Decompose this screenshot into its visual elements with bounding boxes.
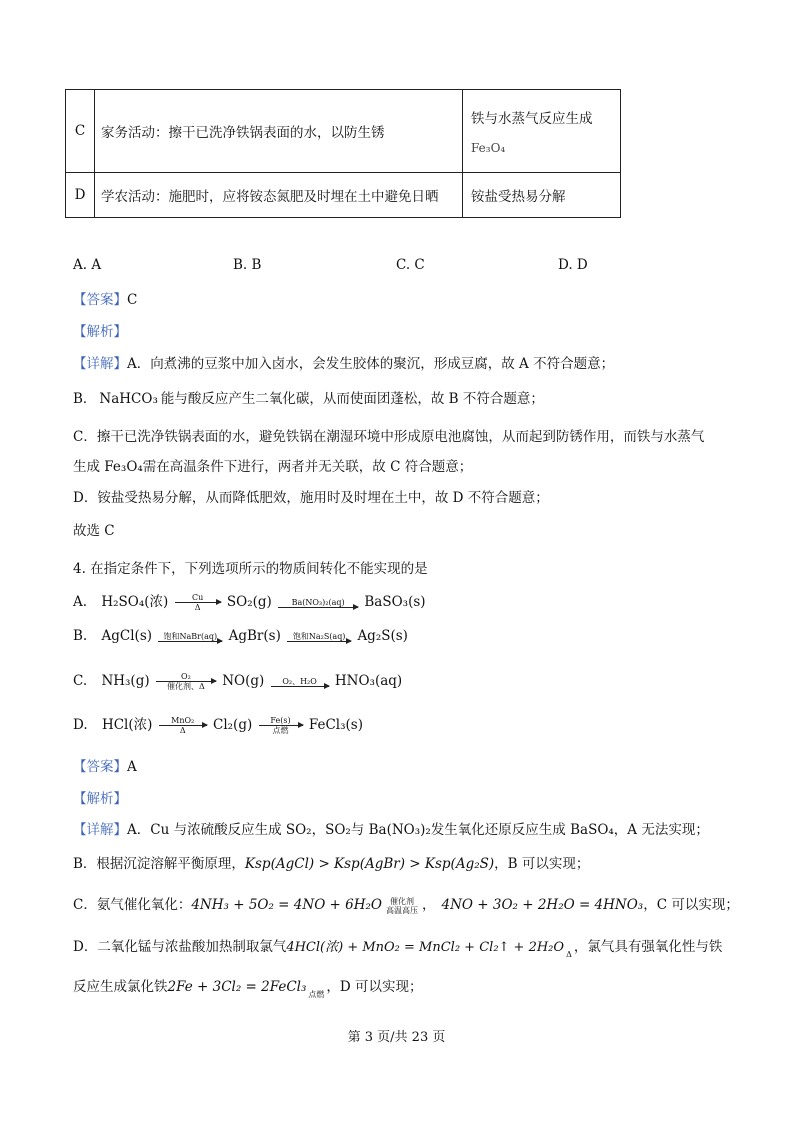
condition: MnO₂ bbox=[171, 716, 195, 725]
detail-c: C．氨气催化氧化：4NH₃ + 5O₂ = 4NO + 6H₂O 催化剂 高温高压 ， 4NO + 3O₂ + 2H₂O = 4HNO₃，C 可以实现； bbox=[73, 896, 739, 915]
reaction-arrow bbox=[175, 593, 221, 612]
option-label: D. bbox=[73, 717, 88, 733]
row-label: C bbox=[66, 90, 95, 173]
analysis-tag: 【解析】 bbox=[73, 324, 127, 340]
detail-c2: 生成 Fe₃O₄需在高温条件下进行，两者并无关联，故 C 符合题意； bbox=[73, 459, 473, 475]
reaction-condition bbox=[386, 897, 418, 915]
analysis-tag: 【解析】 bbox=[73, 791, 127, 807]
condition: Ba(NO₃)₂(aq) bbox=[291, 597, 345, 607]
row-reason: 铵盐受热易分解 bbox=[463, 173, 621, 218]
question-stem: 4. 在指定条件下，下列选项所示的物质间转化不能实现的是 bbox=[73, 561, 428, 577]
product: BaSO₃(s) bbox=[364, 594, 426, 610]
reaction-arrow bbox=[259, 716, 303, 735]
condition: O₂ bbox=[181, 672, 191, 681]
reaction-arrow bbox=[271, 677, 329, 687]
detail-d1 bbox=[73, 935, 722, 959]
detail-d2 bbox=[73, 975, 423, 1000]
detail-prefix: C．氨气催化氧化： bbox=[73, 897, 192, 913]
reactant: H₂SO₄(浓) bbox=[101, 594, 169, 610]
table-row bbox=[66, 173, 621, 218]
choice-b: B. B bbox=[233, 257, 262, 273]
reaction-arrow bbox=[287, 632, 351, 642]
row-reason bbox=[463, 90, 621, 173]
option-c bbox=[73, 672, 402, 691]
row-activity: 学农活动：施肥时，应将铵态氮肥及时埋在土中避免日晒 bbox=[95, 173, 463, 218]
reason-formula: Fe₃O₄ bbox=[471, 141, 506, 155]
condition: 饱和Na₂S(aq) bbox=[292, 631, 346, 641]
reaction-arrow bbox=[158, 632, 222, 642]
reason-line: 铁与水蒸气反应生成 bbox=[471, 111, 593, 127]
formula: NaHCO₃ bbox=[99, 391, 158, 407]
detail-a bbox=[73, 352, 614, 372]
detail-b bbox=[73, 852, 589, 872]
page-footer: 第 3 页/共 23 页 bbox=[347, 1030, 446, 1045]
detail-text: ，C 可以实现； bbox=[643, 897, 739, 913]
detail-c1: C．擦干已洗净铁锅表面的水，避免铁锅在潮湿环境中形成原电池腐蚀，从而起到防锈作用，而铁与水蒸气 bbox=[73, 429, 705, 445]
reaction-arrow bbox=[278, 598, 358, 608]
choice-a: A. A bbox=[73, 257, 102, 273]
table-row bbox=[66, 90, 621, 173]
product: FeCl₃(s) bbox=[308, 717, 363, 733]
detail-text: A．Cu 与浓硫酸反应生成 SO₂，SO₂与 Ba(NO₃)₂发生氧化还原反应生成 BaSO₄，A 无法实现； bbox=[127, 822, 709, 838]
reaction-arrow bbox=[159, 716, 207, 735]
equation: 4NH₃ + 5O₂ = 4NO + 6H₂O bbox=[191, 897, 382, 913]
option-label: A. bbox=[73, 594, 88, 610]
detail-tag: 【详解】 bbox=[73, 356, 127, 372]
condition-bottom: 高温高压 bbox=[386, 905, 418, 915]
detail-prefix: 反应生成氯化铁 bbox=[73, 979, 168, 995]
condition: 点燃 bbox=[272, 726, 289, 735]
choice-d: D. D bbox=[558, 257, 588, 273]
condition: 饱和NaBr(aq) bbox=[163, 631, 218, 641]
detail-prefix: B． bbox=[73, 391, 97, 407]
condition: 点燃 bbox=[308, 990, 325, 999]
options-table bbox=[65, 89, 621, 218]
reaction-arrow bbox=[156, 672, 216, 691]
formula: Ksp(AgCl) > Ksp(AgBr) > Ksp(Ag₂S) bbox=[244, 856, 495, 872]
answer-tag: 【答案】 bbox=[73, 292, 127, 308]
answer-value: A bbox=[127, 759, 137, 775]
answer-tag: 【答案】 bbox=[73, 759, 127, 775]
intermediate: NO(g) bbox=[222, 673, 265, 689]
answer-line bbox=[73, 755, 137, 775]
answer-value: C bbox=[127, 292, 138, 308]
condition: 催化剂、Δ bbox=[167, 682, 205, 691]
condition: Fe(s) bbox=[270, 716, 291, 725]
detail-a bbox=[73, 818, 709, 838]
row-label: D bbox=[66, 173, 95, 218]
detail-text: ，D 可以实现； bbox=[326, 979, 423, 995]
option-a bbox=[73, 590, 426, 612]
detail-prefix: D．二氧化锰与浓盐酸加热制取氯气 bbox=[73, 939, 287, 955]
condition: Δ bbox=[194, 603, 201, 612]
choice-c: C. C bbox=[396, 257, 425, 273]
detail-prefix: B．根据沉淀溶解平衡原理， bbox=[73, 856, 245, 872]
equation: 2Fe + 3Cl₂ = 2FeCl₃ bbox=[167, 979, 307, 995]
reactant: AgCl(s) bbox=[101, 628, 153, 644]
detail-text: ，B 可以实现； bbox=[494, 856, 590, 872]
detail-b bbox=[73, 387, 544, 407]
option-label: B. bbox=[73, 628, 88, 644]
detail-text: 能与酸反应产生二氧化碳，从而使面团蓬松，故 B 不符合题意； bbox=[160, 391, 544, 407]
reactant: HCl(浓) bbox=[101, 717, 153, 733]
equation: 4HCl(浓) + MnO₂ = MnCl₂ + Cl₂↑ + 2H₂O bbox=[286, 940, 565, 955]
detail-text: A．向煮沸的豆浆中加入卤水，会发生胶体的聚沉，形成豆腐，故 A 不符合题意； bbox=[127, 356, 615, 372]
detail-text: ，氯气具有强氧化性与铁 bbox=[573, 939, 723, 955]
condition-top: 催化剂 bbox=[390, 896, 414, 906]
option-label: C. bbox=[73, 673, 88, 689]
option-d bbox=[73, 713, 363, 735]
option-b bbox=[73, 628, 408, 644]
answer-line bbox=[73, 288, 137, 308]
reactant: NH₃(g) bbox=[101, 673, 150, 689]
row-activity: 家务活动：擦干已洗净铁锅表面的水，以防生锈 bbox=[95, 90, 463, 173]
intermediate: AgBr(s) bbox=[228, 628, 281, 644]
intermediate: Cl₂(g) bbox=[213, 717, 253, 733]
condition: O₂、H₂O bbox=[282, 676, 317, 686]
product: Ag₂S(s) bbox=[357, 628, 408, 644]
condition: Δ bbox=[566, 950, 572, 959]
equation: 4NO + 3O₂ + 2H₂O = 4HNO₃ bbox=[441, 897, 644, 913]
conclusion: 故选 C bbox=[73, 523, 115, 539]
product: HNO₃(aq) bbox=[334, 673, 403, 689]
detail-d: D．铵盐受热易分解，从而降低肥效，施用时及时埋在土中，故 D 不符合题意； bbox=[73, 490, 549, 506]
intermediate: SO₂(g) bbox=[226, 594, 272, 610]
condition: Δ bbox=[179, 726, 186, 735]
detail-tag: 【详解】 bbox=[73, 822, 127, 838]
condition: Cu bbox=[191, 593, 204, 602]
